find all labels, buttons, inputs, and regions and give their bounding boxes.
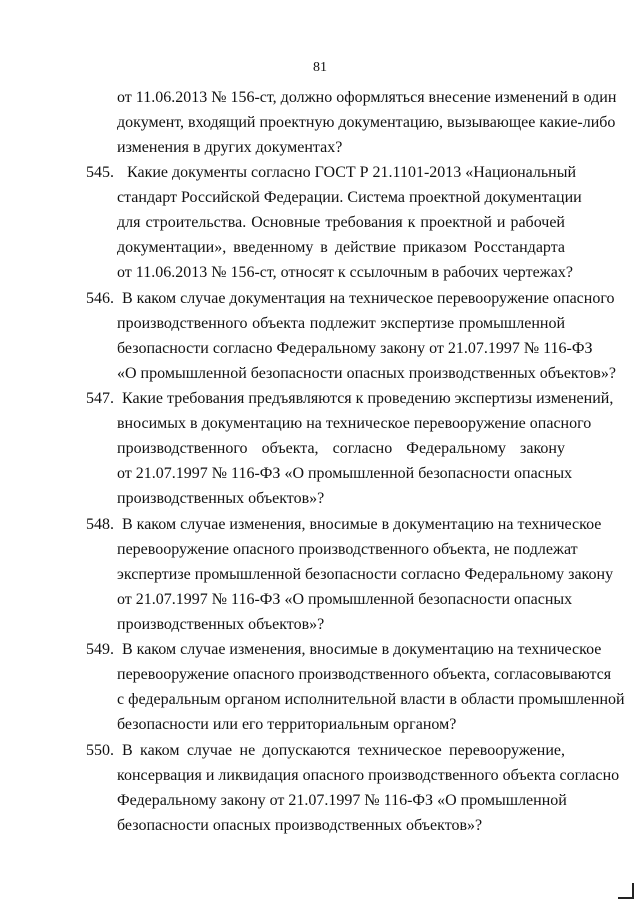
question-line: «О промышленной безопасности опасных производственных объектов»? — [117, 365, 616, 382]
question-line: Федеральному закону от 21.07.1997 № 116-ФЗ «О промышленной — [117, 792, 567, 809]
question-line: безопасности опасных производственных объектов»? — [117, 817, 483, 834]
scan-corner-mark — [618, 883, 634, 899]
question-line: консервация и ликвидация опасного производственного объекта согласно — [117, 767, 620, 784]
question-line: Какие документы согласно ГОСТ Р 21.1101-2013 «Национальный — [127, 164, 577, 181]
question-line: производственного объекта, согласно Федеральному закону — [117, 440, 565, 457]
intro-line: от 11.06.2013 № 156-ст, должно оформляться внесение изменений в один — [117, 89, 617, 106]
question-number: 548. — [86, 516, 114, 533]
question-line: В каком случае изменения, вносимые в документацию на техническое — [122, 516, 602, 533]
question-line: В каком случае не допускаются техническое перевооружение, — [122, 742, 565, 759]
question-line: вносимых в документацию на техническое перевооружение опасного — [117, 415, 592, 432]
question-line: для строительства. Основные требования к проектной и рабочей — [117, 214, 565, 231]
question-line: документации», введенному в действие приказом Росстандарта — [117, 239, 565, 256]
question-line: от 11.06.2013 № 156-ст, относят к ссылочным в рабочих чертежах? — [117, 264, 573, 281]
question-line: Какие требования предъявляются к проведению экспертизы изменений, — [122, 390, 614, 407]
question-line: от 21.07.1997 № 116-ФЗ «О промышленной безопасности опасных — [117, 591, 573, 608]
question-number: 547. — [86, 390, 114, 407]
intro-line: изменения в других документах? — [117, 139, 343, 156]
question-line: безопасности или его территориальным органом? — [117, 716, 457, 733]
question-number: 545. — [86, 164, 114, 181]
question-number: 550. — [86, 742, 114, 759]
question-line: В каком случае документация на техническое перевооружение опасного — [122, 290, 615, 307]
question-line: с федеральным органом исполнительной власти в области промышленной — [117, 691, 625, 708]
question-line: производственных объектов»? — [117, 616, 325, 633]
question-line: перевооружение опасного производственного объекта, не подлежат — [117, 541, 578, 558]
question-line: производственных объектов»? — [117, 490, 325, 507]
intro-line: документ, входящий проектную документацию, вызывающее какие-либо — [117, 114, 616, 131]
question-line: безопасности согласно Федеральному закону от 21.07.1997 № 116-ФЗ — [117, 340, 593, 357]
question-line: В каком случае изменения, вносимые в документацию на техническое — [122, 641, 602, 658]
question-line: перевооружение опасного производственного объекта, согласовываются — [117, 666, 612, 683]
question-number: 546. — [86, 290, 114, 307]
question-line: стандарт Российской Федерации. Система проектной документации — [117, 189, 582, 206]
page-number: 81 — [313, 60, 327, 75]
question-number: 549. — [86, 641, 114, 658]
question-line: от 21.07.1997 № 116-ФЗ «О промышленной безопасности опасных — [117, 465, 573, 482]
question-line: экспертизе промышленной безопасности согласно Федеральному закону — [117, 566, 614, 583]
question-line: производственного объекта подлежит экспертизе промышленной — [117, 315, 565, 332]
